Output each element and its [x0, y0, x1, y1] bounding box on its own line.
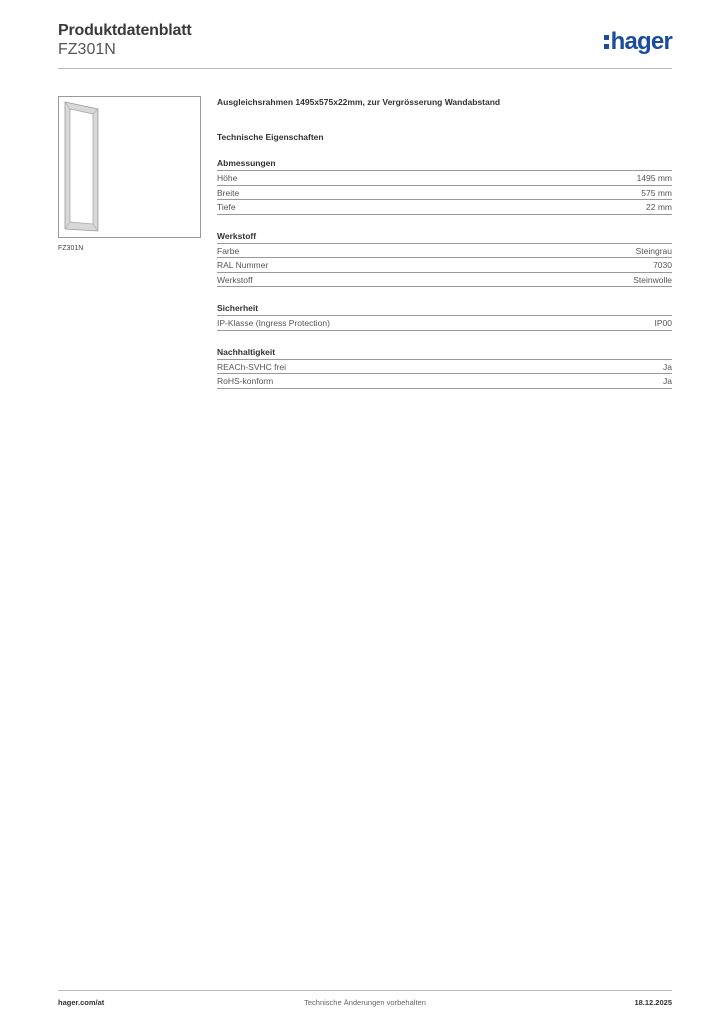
spec-row: [217, 244, 672, 259]
hager-logo: [604, 28, 672, 56]
spec-value: 1495 mm: [636, 173, 672, 183]
spec-key: Tiefe: [217, 202, 236, 212]
spec-content: [217, 96, 672, 389]
product-description: Ausgleichsrahmen 1495x575x22mm, zur Vergrösserung Wandabstand: [217, 97, 501, 107]
frame-product-icon: [64, 101, 99, 233]
spec-row: [217, 374, 672, 389]
section-title: Sicherheit: [217, 303, 259, 313]
spec-value: 22 mm: [646, 202, 672, 212]
spec-row: [217, 258, 672, 273]
page-header: [58, 22, 672, 70]
section-title: Nachhaltigkeit: [217, 346, 276, 357]
spec-value: IP00: [654, 318, 672, 328]
page-footer: [58, 998, 672, 1010]
section-sicherheit: [217, 302, 672, 331]
footer-website-link[interactable]: hager.com/at: [58, 998, 105, 1007]
spec-key: Breite: [217, 187, 240, 198]
tech-properties-heading: Technische Eigenschaften: [217, 132, 324, 142]
spec-row: [217, 360, 672, 375]
spec-value: 575 mm: [641, 187, 672, 198]
section-title: Werkstoff: [217, 230, 257, 241]
logo-colon-icon: [604, 33, 609, 53]
footer-date: 18.12.2025: [634, 998, 672, 1007]
section-abmessungen: [217, 157, 672, 215]
section-title: Abmessungen: [217, 158, 276, 168]
section-nachhaltigkeit: [217, 346, 672, 389]
spec-key: Höhe: [217, 173, 238, 183]
footer-notice: Technische Änderungen vorbehalten: [304, 998, 426, 1007]
product-image: [58, 96, 201, 238]
header-divider: [58, 68, 672, 69]
logo-text: hager: [610, 28, 672, 55]
image-caption: FZ301N: [58, 245, 84, 252]
section-werkstoff: [217, 230, 672, 288]
spec-row: [217, 200, 672, 215]
spec-row: [217, 171, 672, 186]
footer-divider: [58, 990, 672, 991]
spec-key: RAL Nummer: [217, 260, 269, 270]
spec-key: IP-Klasse (Ingress Protection): [217, 318, 330, 328]
spec-value: Ja: [663, 376, 672, 386]
spec-key: REACh-SVHC frei: [217, 361, 286, 372]
document-title: Produktdatenblatt: [58, 22, 192, 39]
product-code: FZ301N: [58, 41, 116, 58]
spec-value: Ja: [663, 361, 672, 372]
spec-value: Steingrau: [635, 245, 672, 256]
spec-value: Steinwolle: [633, 274, 672, 285]
spec-key: Werkstoff: [217, 274, 253, 285]
spec-key: RoHS-konform: [217, 376, 274, 386]
spec-row: [217, 186, 672, 201]
spec-key: Farbe: [217, 245, 240, 256]
spec-row: [217, 316, 672, 331]
spec-row: [217, 273, 672, 288]
spec-value: 7030: [653, 260, 672, 270]
